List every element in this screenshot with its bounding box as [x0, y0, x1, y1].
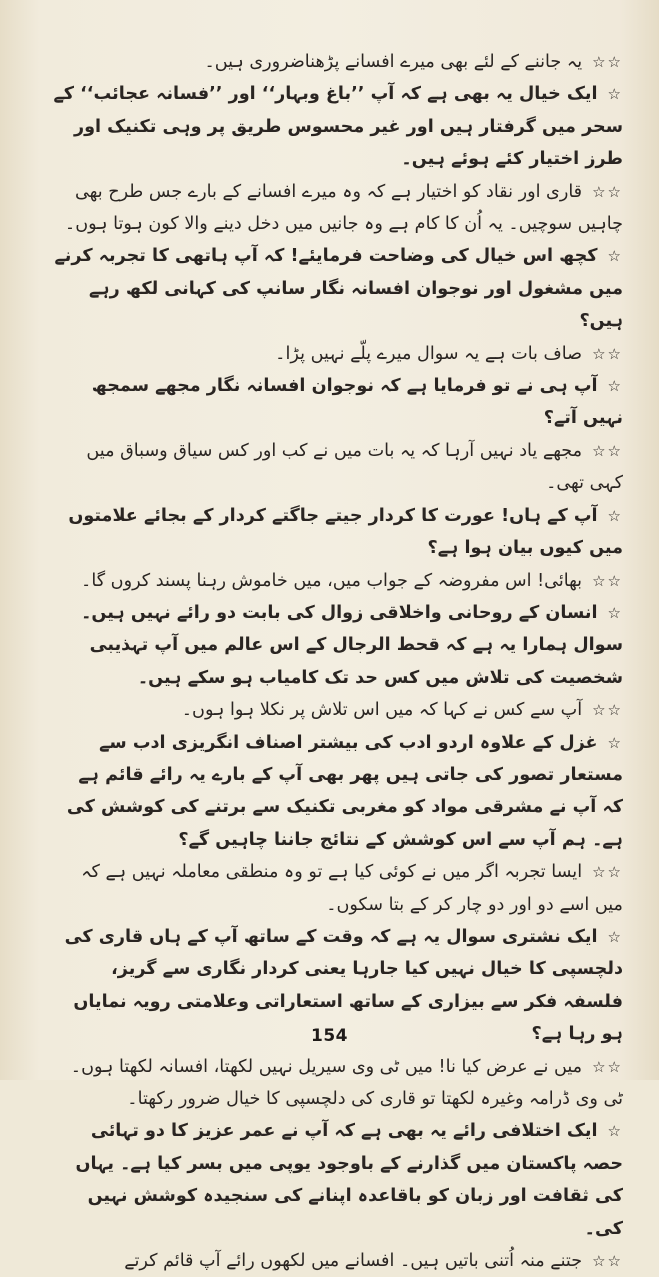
star-marker-icon: ☆☆ [592, 344, 623, 363]
star-marker-icon: ☆ [607, 247, 623, 266]
question-paragraph [52, 370, 623, 435]
paragraph-text: میں نے عرض کیا نا! میں ٹی وی سیریل نہیں لکھتا، افسانہ لکھتا ہوں۔ ٹی وی ڈرامہ وغیرہ لکھتا تو قاری کی دلچسپی کا خیال ضرور رکھتا۔ [70, 1056, 623, 1109]
answer-paragraph [52, 46, 623, 78]
star-marker-icon: ☆ [607, 603, 623, 622]
paragraph-text: جتنے منہ اُتنی باتیں ہیں۔ افسانے میں لکھوں رائے آپ قائم کرتے [124, 1251, 583, 1272]
star-marker-icon: ☆☆ [592, 441, 623, 460]
question-paragraph [52, 78, 623, 175]
answer-paragraph [52, 435, 623, 500]
star-marker-icon: ☆☆ [592, 1057, 623, 1076]
answer-paragraph [52, 565, 623, 597]
answer-paragraph [52, 694, 623, 726]
star-marker-icon: ☆☆ [592, 1252, 623, 1271]
star-marker-icon: ☆☆ [592, 701, 623, 720]
star-marker-icon: ☆☆ [592, 53, 623, 71]
answer-paragraph [52, 338, 623, 370]
paragraph-text: بھائی! اس مفروضہ کے جواب میں، میں خاموش رہنا پسند کروں گا۔ [81, 570, 583, 591]
question-paragraph [52, 240, 623, 337]
question-paragraph [52, 597, 623, 694]
star-marker-icon: ☆☆ [592, 182, 623, 201]
paragraph-text: ایسا تجربہ اگر میں نے کوئی کیا ہے تو وہ منطقی معاملہ نہیں ہے کہ میں اسے دو اور دو چار کر کے بتا سکوں۔ [81, 862, 623, 915]
paragraph-text: آپ سے کس نے کہا کہ میں اس تلاش پر نکلا ہوا ہوں۔ [181, 700, 583, 721]
paragraph-text: آپ ہی نے تو فرمایا ہے کہ نوجوان افسانہ نگار مجھے سمجھ نہیں آتے؟ [91, 376, 623, 429]
star-marker-icon: ☆ [607, 927, 623, 946]
question-paragraph [52, 500, 623, 565]
answer-paragraph [52, 176, 623, 241]
star-marker-icon: ☆ [607, 1122, 623, 1141]
answer-paragraph [52, 856, 623, 921]
question-paragraph [52, 727, 623, 857]
paragraph-text: آپ کے ہاں! عورت کا کردار جیتے جاگتے کردار کے بجائے علامتوں میں کیوں بیان ہوا ہے؟ [68, 505, 623, 559]
paragraph-text: یہ جاننے کے لئے بھی میرے افسانے پڑھناضروری ہیں۔ [204, 52, 583, 72]
paragraph-text: صاف بات ہے یہ سوال میرے پلّے نہیں پڑا۔ [275, 343, 583, 364]
page-number: 154 [311, 1026, 348, 1046]
star-marker-icon: ☆ [607, 506, 623, 525]
paragraph-text: ایک نشتری سوال یہ ہے کہ وقت کے ساتھ آپ کے ہاں قاری کی دلچسپی کا خیال نہیں کیا جارہا یعنی کردار نگاری سے گریز، فلسفہ فکر سے بیزاری کے ساتھ استعاراتی وعلامتی رویہ نمایاں ہو رہا ہے؟ [64, 926, 623, 1045]
star-marker-icon: ☆ [607, 733, 623, 752]
paragraph-text: ایک اختلافی رائے یہ بھی ہے کہ آپ نے عمر عزیز کا دو تہائی حصہ پاکستان میں گذارنے کے باوجود یوپی میں بسر کیا ہے۔ یہاں کی ثقافت اور زبان کو باقاعدہ اپنانے کی سنجیدہ کوشش نہیں کی۔ [75, 1121, 623, 1239]
question-paragraph [52, 1115, 623, 1245]
answer-paragraph [52, 1245, 623, 1277]
paragraph-text: انسان کے روحانی واخلاقی زوال کی بابت دو رائے نہیں ہیں۔ سوال ہمارا یہ ہے کہ قحط الرجال کے اس عالم میں آپ تہذیبی شخصیت کی تلاش میں کس حد تک کامیاب ہو سکے ہیں۔ [81, 602, 623, 688]
page-body [52, 46, 623, 1277]
answer-paragraph [52, 1051, 623, 1116]
star-marker-icon: ☆ [607, 85, 623, 104]
star-marker-icon: ☆☆ [592, 863, 623, 882]
paragraph-text: کچھ اس خیال کی وضاحت فرمایئے! کہ آپ ہاتھی کا تجربہ کرنے میں مشغول اور نوجوان افسانہ نگار سانپ کی کہانی لکھ رہے ہیں؟ [54, 246, 623, 332]
paragraph-text: غزل کے علاوہ اردو ادب کی بیشتر اصناف انگریزی ادب سے مستعار تصور کی جاتی ہیں پھر بھی آپ کے بارے یہ رائے قائم ہے کہ آپ نے مشرقی مواد کو مغربی تکنیک سے برتنے کی کوشش کی ہے۔ ہم آپ سے اس کوشش کے نتائج جاننا چاہیں گے؟ [66, 732, 623, 850]
star-marker-icon: ☆ [607, 377, 623, 396]
paragraph-text: قاری اور نقاد کو اختیار ہے کہ وہ میرے افسانے کے بارے جس طرح بھی چاہیں سوچیں۔ یہ اُن کا کام ہے وہ جانیں میں دخل دینے والا کون ہوتا ہوں۔ [64, 181, 623, 235]
star-marker-icon: ☆☆ [592, 571, 623, 590]
paragraph-text: مجھے یاد نہیں آرہا کہ یہ بات میں نے کب اور کس سیاق وسباق میں کہی تھی۔ [86, 440, 623, 494]
paragraph-text: ایک خیال یہ بھی ہے کہ آپ ’’باغ وبہار‘‘ اور ’’فسانہ عجائب‘‘ کے سحر میں گرفتار ہیں اور غیر محسوس طریق پر وہی تکنیک اور طرز اختیار کئے ہوئے ہیں۔ [53, 84, 623, 170]
